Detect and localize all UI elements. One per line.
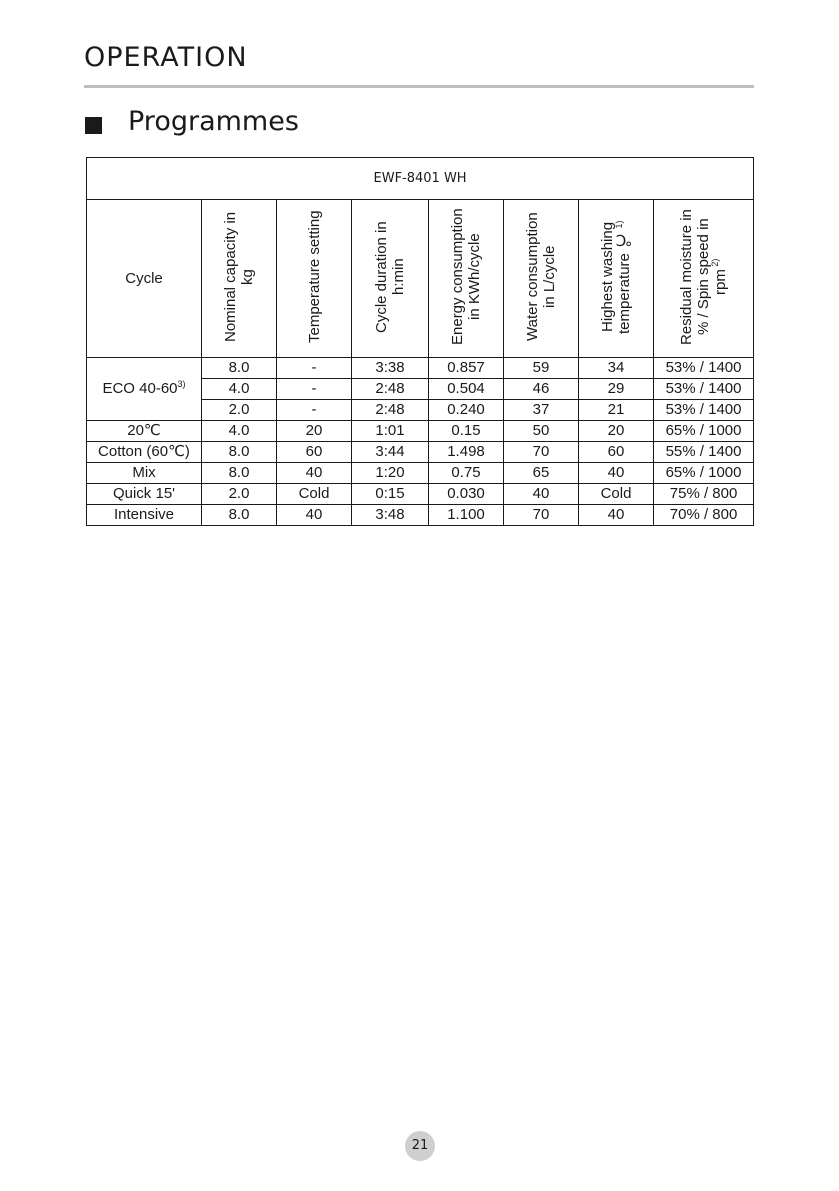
cell-water: 65 xyxy=(504,463,579,484)
cell-duration: 2:48 xyxy=(352,400,429,421)
table-row xyxy=(87,442,754,463)
cell-capacity: 8.0 xyxy=(202,505,277,526)
header-line: Highest washing xyxy=(599,221,616,332)
cell-capacity: 2.0 xyxy=(202,484,277,505)
cell-temp: 40 xyxy=(277,463,352,484)
cell-highest: 60 xyxy=(579,442,654,463)
cell-capacity: 4.0 xyxy=(202,379,277,400)
cell-moisture: 65% / 1000 xyxy=(654,463,754,484)
model-name: EWF-8401 WH xyxy=(87,158,754,200)
cell-water: 46 xyxy=(504,379,579,400)
moisture-header xyxy=(654,200,754,358)
cell-capacity: 4.0 xyxy=(202,421,277,442)
cell-duration: 3:48 xyxy=(352,505,429,526)
cell-highest: Cold xyxy=(579,484,654,505)
cell-duration: 3:38 xyxy=(352,358,429,379)
cell-duration: 1:20 xyxy=(352,463,429,484)
cell-capacity: 8.0 xyxy=(202,463,277,484)
cell-highest: 20 xyxy=(579,421,654,442)
capacity-header xyxy=(202,200,277,358)
square-bullet-icon xyxy=(85,117,102,134)
cell-moisture: 70% / 800 xyxy=(654,505,754,526)
eco-cycle-label: ECO 40-60 xyxy=(102,380,178,397)
cell-water: 50 xyxy=(504,421,579,442)
cell-energy: 1.498 xyxy=(429,442,504,463)
cell-energy: 0.15 xyxy=(429,421,504,442)
cell-duration: 0:15 xyxy=(352,484,429,505)
title-divider xyxy=(84,85,754,88)
cell-highest: 34 xyxy=(579,358,654,379)
footnote-marker: 1) xyxy=(614,219,624,231)
header-line: Temperature setting xyxy=(305,210,323,343)
cell-duration: 2:48 xyxy=(352,379,429,400)
header-line: Residual moisture in xyxy=(678,208,696,345)
footnote-marker: 3) xyxy=(177,379,186,389)
temp-setting-header xyxy=(277,200,352,358)
table-row xyxy=(87,421,754,442)
header-line: Nominal capacity in xyxy=(222,211,239,342)
cell-water: 40 xyxy=(504,484,579,505)
cell-highest: 40 xyxy=(579,505,654,526)
header-line: in L/cycle xyxy=(541,245,558,308)
cell-duration: 1:01 xyxy=(352,421,429,442)
header-line: h:min xyxy=(390,258,407,295)
cell-energy: 1.100 xyxy=(429,505,504,526)
water-header xyxy=(504,200,579,358)
cell-energy: 0.240 xyxy=(429,400,504,421)
table-row xyxy=(87,484,754,505)
header-line: rpm $^{2)}$ xyxy=(710,258,730,295)
footnote-marker: 2) xyxy=(710,258,721,269)
cell-energy: 0.857 xyxy=(429,358,504,379)
cell-cycle: Mix xyxy=(87,463,202,484)
cell-energy: 0.030 xyxy=(429,484,504,505)
cell-highest: 21 xyxy=(579,400,654,421)
cell-energy: 0.504 xyxy=(429,379,504,400)
cell-cycle: Cotton (60℃) xyxy=(87,442,202,463)
cell-cycle: Intensive xyxy=(87,505,202,526)
highest-temp-header xyxy=(579,200,654,358)
cell-capacity: 8.0 xyxy=(202,358,277,379)
header-line: % / Spin speed in xyxy=(695,218,713,335)
cell-moisture: 53% / 1400 xyxy=(654,358,754,379)
header-row xyxy=(87,200,754,358)
header-line: Water consumption xyxy=(524,212,541,341)
cell-temp: - xyxy=(277,358,352,379)
subsection-title: Programmes xyxy=(128,106,299,137)
cell-temp: - xyxy=(277,400,352,421)
cell-water: 70 xyxy=(504,442,579,463)
model-row xyxy=(87,158,754,200)
cell-temp: - xyxy=(277,379,352,400)
eco-cycle-cell xyxy=(87,358,202,421)
cell-moisture: 65% / 1000 xyxy=(654,421,754,442)
header-line: temperature ℃ $^{1)}$ xyxy=(614,219,633,334)
cell-water: 59 xyxy=(504,358,579,379)
cell-temp: Cold xyxy=(277,484,352,505)
cell-cycle: 20℃ xyxy=(87,421,202,442)
cell-duration: 3:44 xyxy=(352,442,429,463)
header-line: Energy consumption xyxy=(449,208,466,345)
cell-cycle: Quick 15' xyxy=(87,484,202,505)
header-line: kg xyxy=(239,268,256,285)
cell-highest: 29 xyxy=(579,379,654,400)
table-row xyxy=(87,358,754,379)
cell-moisture: 75% / 800 xyxy=(654,484,754,505)
table-row xyxy=(87,463,754,484)
page-section-title: OPERATION xyxy=(84,42,248,73)
cell-capacity: 2.0 xyxy=(202,400,277,421)
cell-capacity: 8.0 xyxy=(202,442,277,463)
table-row xyxy=(87,505,754,526)
header-line: in KWh/cycle xyxy=(466,233,483,320)
cell-temp: 40 xyxy=(277,505,352,526)
page-number: 21 xyxy=(405,1131,435,1161)
duration-header xyxy=(352,200,429,358)
cell-energy: 0.75 xyxy=(429,463,504,484)
cell-temp: 20 xyxy=(277,421,352,442)
cell-moisture: 53% / 1400 xyxy=(654,400,754,421)
cycle-header: Cycle xyxy=(87,200,202,358)
cell-water: 37 xyxy=(504,400,579,421)
header-line: Cycle duration in xyxy=(373,220,390,333)
cell-temp: 60 xyxy=(277,442,352,463)
cell-moisture: 55% / 1400 xyxy=(654,442,754,463)
energy-header xyxy=(429,200,504,358)
cell-moisture: 53% / 1400 xyxy=(654,379,754,400)
cell-water: 70 xyxy=(504,505,579,526)
cell-highest: 40 xyxy=(579,463,654,484)
programmes-table xyxy=(86,157,754,526)
